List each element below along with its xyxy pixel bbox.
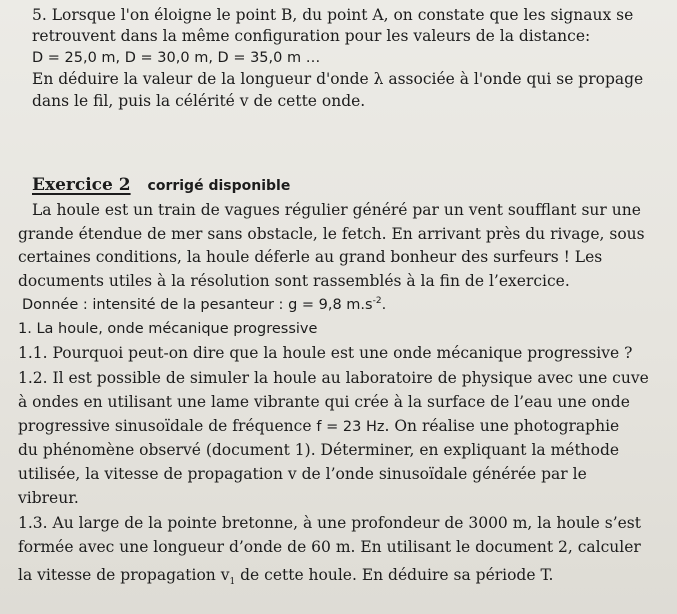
q13-line-3 (18, 565, 554, 588)
donnee-line (22, 295, 386, 315)
q5-line-2: retrouvent dans la même configuration pour les valeurs de la distance: (32, 27, 591, 45)
intro-line-4: documents utiles à la résolution sont rassemblés à la fin de l’exercice. (18, 272, 570, 290)
exercise-header (32, 175, 290, 196)
donnee-label: Donnée : intensité de la pesanteur : (22, 297, 289, 313)
q12-line-3 (18, 416, 619, 437)
part1-title: 1. La houle, onde mécanique progressive (18, 321, 318, 337)
q5-line-1: 5. Lorsque l'on éloigne le point B, du point A, on constate que les signaux se (32, 6, 634, 24)
intro-line-3: certaines conditions, la houle déferle au grand bonheur des surfeurs ! Les (18, 248, 603, 266)
q13-line-1: 1.3. Au large de la pointe bretonne, à une profondeur de 3000 m, la houle s’est (18, 514, 641, 532)
q5-distances: D = 25,0 m, D = 30,0 m, D = 35,0 m … (32, 50, 321, 66)
donnee-value: g = 9,8 m.s (288, 297, 373, 313)
q12-line-6: vibreur. (18, 489, 79, 507)
q13-line-2: formée avec une longueur d’onde de 60 m. En utilisant le document 2, calculer (18, 538, 641, 556)
frequency-value: f = 23 Hz (316, 419, 385, 435)
intro-line-1: La houle est un train de vagues régulier généré par un vent soufflant sur une (32, 201, 641, 219)
q12-line-3b: . On réalise une photographie (384, 417, 620, 435)
q5-line-4: En déduire la valeur de la longueur d'onde λ associée à l'onde qui se propage (32, 70, 644, 88)
q13-subscript: 1 (229, 577, 236, 588)
q12-line-2: à ondes en utilisant une lame vibrante qui crée à la surface de l’eau une onde (18, 393, 630, 411)
q12-line-4: du phénomène observé (document 1). Déterminer, en expliquant la méthode (18, 441, 620, 459)
q5-line-5: dans le fil, puis la célérité v de cette onde. (32, 92, 366, 110)
donnee-exponent: -2 (372, 296, 382, 307)
donnee-end: . (381, 297, 387, 313)
exercise-subtitle: corrigé disponible (147, 178, 291, 194)
exercise-title: Exercice 2 (32, 175, 131, 195)
q12-line-5: utilisée, la vitesse de propagation v de l’onde sinusoïdale générée par le (18, 465, 587, 483)
q11-text: 1.1. Pourquoi peut-on dire que la houle est une onde mécanique progressive ? (18, 344, 633, 362)
q13-line-3a: la vitesse de propagation v (18, 566, 230, 584)
q13-line-3b: de cette houle. En déduire sa période T. (235, 566, 554, 584)
q12-line-3a: progressive sinusoïdale de fréquence (18, 417, 317, 435)
intro-line-2: grande étendue de mer sans obstacle, le fetch. En arrivant près du rivage, sous (18, 225, 645, 243)
q12-line-1: 1.2. Il est possible de simuler la houle au laboratoire de physique avec une cuve (18, 369, 649, 387)
